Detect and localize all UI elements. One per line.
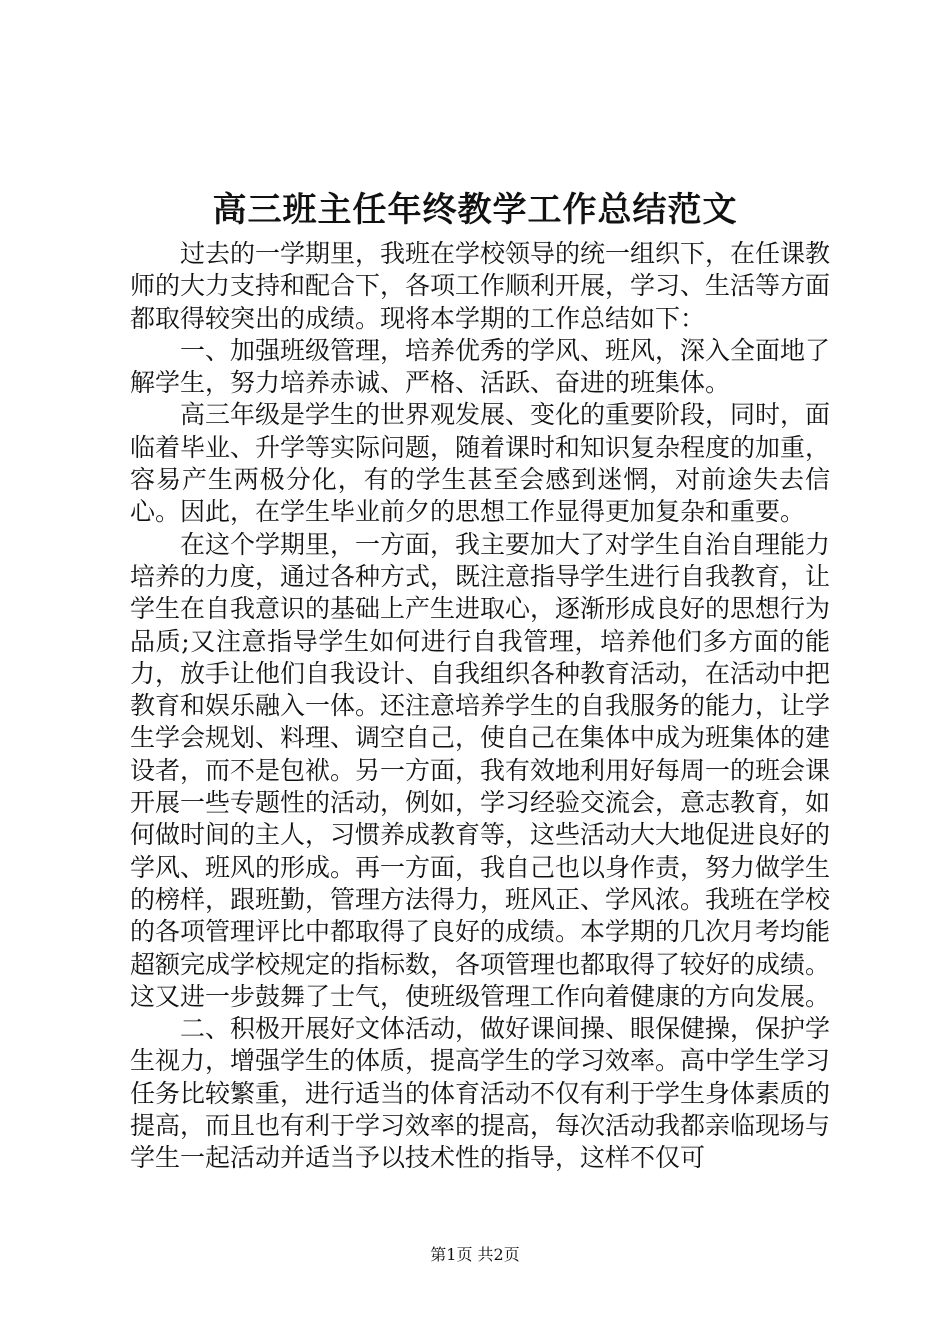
page-number-footer: 第1页 共2页	[430, 1245, 520, 1264]
paragraph-semester-work: 在这个学期里，一方面，我主要加大了对学生自治自理能力培养的力度，通过各种方式，既注意指导学生进行自我教育，让学生在自我意识的基础上产生进取心，逐渐形成良好的思想行为品质;又注意指导学生如何进行自我管理，培养他们多方面的能力，放手让他们自我设计、自我组织各种教育活动，在活动中把教育和娱乐融入一体。还注意培养学生的自我服务的能力，让学生学会规划、料理、调空自己，使自己在集体中成为班集体的建设者，而不是包袱。另一方面，我有效地利用好每周一的班会课开展一些专题性的活动，例如，学习经验交流会，意志教育，如何做时间的主人，习惯养成教育等，这些活动大大地促进良好的学风、班风的形成。再一方面，我自己也以身作责，努力做学生的榜样，跟班勤，管理方法得力，班风正、学风浓。我班在学校的各项管理评比中都取得了良好的成绩。本学期的几次月考均能超额完成学校规定的指标数，各项管理也都取得了较好的成绩。这又进一步鼓舞了士气，使班级管理工作向着健康的方向发展。	[130, 529, 831, 1011]
paragraph-section-two: 二、积极开展好文体活动，做好课间操、眼保健操，保护学生视力，增强学生的体质，提高学生的学习效率。高中学生学习任务比较繁重，进行适当的体育活动不仅有利于学生身体素质的提高，而且也有利于学习效率的提高，每次活动我都亲临现场与学生一起活动并适当予以技术性的指导，这样不仅可	[130, 1014, 831, 1173]
document-body	[130, 238, 830, 1175]
paragraph-section-one-heading: 一、加强班级管理，培养优秀的学风、班风，深入全面地了解学生，努力培养赤诚、严格、活跃、奋进的班集体。	[130, 335, 831, 398]
document-title: 高三班主任年终教学工作总结范文	[212, 190, 738, 230]
paragraph-intro: 过去的一学期里，我班在学校领导的统一组织下，在任课教师的大力支持和配合下，各项工作顺利开展，学习、生活等方面都取得较突出的成绩。现将本学期的工作总结如下：	[130, 239, 831, 333]
paragraph-grade-three: 高三年级是学生的世界观发展、变化的重要阶段，同时，面临着毕业、升学等实际问题，随着课时和知识复杂程度的加重，容易产生两极分化，有的学生甚至会感到迷惘，对前途失去信心。因此，在学生毕业前夕的思想工作显得更加复杂和重要。	[130, 400, 831, 527]
